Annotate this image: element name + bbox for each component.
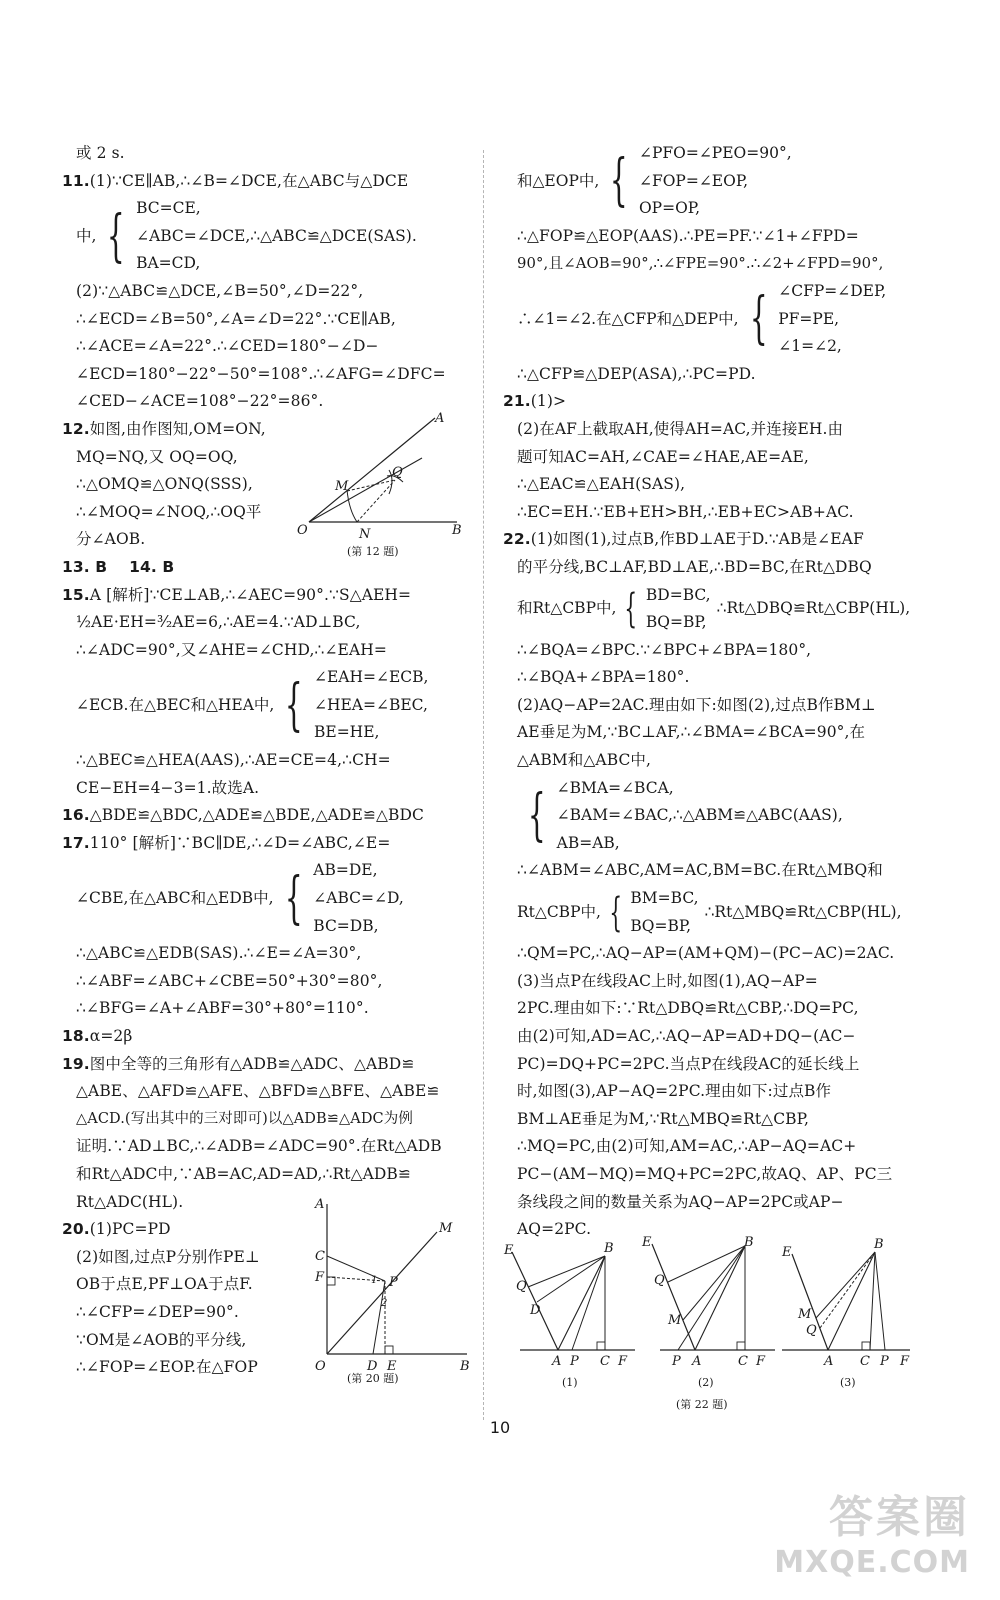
question-17 bbox=[62, 830, 467, 1023]
question-20-continued bbox=[503, 140, 913, 388]
question-number: 11. bbox=[62, 171, 90, 190]
text-line: (1)PC=PD bbox=[89, 1220, 171, 1239]
point-label: F bbox=[618, 1354, 628, 1369]
text-line: (1)如图(1),过点B,作BD⊥AE于D.∵AB是∠EAF bbox=[530, 530, 864, 549]
point-label: B bbox=[604, 1241, 614, 1256]
point-label: O bbox=[297, 522, 308, 538]
point-label: Q bbox=[806, 1323, 817, 1338]
brace-symbol: { bbox=[527, 783, 546, 849]
brace-line: ∠PFO=∠PEO=90°, bbox=[638, 144, 792, 162]
text-line: ∴QM=PC,∴AQ−AP=(AM+QM)−(PC−AC)=2AC. bbox=[517, 944, 895, 963]
text-line: ∠ECD=180°−22°−50°=108°.∴∠AFG=∠DFC= bbox=[76, 364, 446, 383]
text-line: (2)如图,过点P分别作PE⊥ bbox=[76, 1247, 260, 1266]
point-label: P bbox=[880, 1354, 889, 1369]
brace-line: ∠ABC=∠DCE,∴△ABC≌△DCE(SAS). bbox=[136, 226, 417, 245]
watermark-url: MXQE.COM bbox=[774, 1545, 970, 1580]
brace-line: AB=AB, bbox=[556, 833, 620, 852]
brace-symbol: { bbox=[624, 586, 638, 633]
text-line: 题可知AC=AH,∠CAE=∠HAE,AE=AE, bbox=[517, 447, 809, 466]
point-label: P bbox=[672, 1354, 681, 1369]
text-line: (2)AQ−AP=2AC.理由如下:如图(2),过点B作BM⊥ bbox=[517, 695, 876, 714]
brace-line: ∠1=∠2, bbox=[778, 337, 842, 356]
text-line: 的平分线,BC⊥AF,BD⊥AE,∴BD=BC,在Rt△DBQ bbox=[517, 557, 872, 576]
text-line: △ABE、△AFD≌△AFE、△BFD≌△BFE、△ABE≌ bbox=[76, 1082, 440, 1101]
brace-symbol: { bbox=[749, 286, 768, 352]
text-line: (3)当点P在线段AC上时,如图(1),AQ−AP= bbox=[517, 971, 818, 990]
point-label: N bbox=[359, 526, 371, 542]
text-line: ∴∠ABM=∠ABC,AM=AC,BM=BC.在Rt△MBQ和 bbox=[517, 861, 883, 880]
text-line: 时,如图(3),AP−AQ=2PC.理由如下:过点B作 bbox=[517, 1082, 832, 1101]
figure-12 bbox=[297, 410, 472, 560]
question-number: 21. bbox=[503, 392, 531, 411]
point-label: C bbox=[738, 1354, 748, 1369]
text-line: ∴∠ADC=90°,又∠AHE=∠CHD,∴∠EAH= bbox=[76, 640, 387, 659]
brace-line: BC=CE, bbox=[136, 199, 201, 218]
point-label: M bbox=[798, 1307, 812, 1322]
text-line: 110° [解析]∵BC∥DE,∴∠D=∠ABC,∠E= bbox=[89, 833, 391, 852]
left-column bbox=[62, 140, 470, 1385]
brace-line: BQ=BP, bbox=[630, 916, 692, 935]
point-label: A bbox=[435, 410, 445, 426]
text-line: 中, bbox=[76, 226, 97, 245]
point-label: O bbox=[315, 1359, 326, 1375]
text-line: CE−EH=4−3=1.故选A. bbox=[76, 778, 260, 797]
brace-line: ∠CFP=∠DEP, bbox=[778, 281, 887, 300]
brace-line: ∠BAM=∠BAC,∴△ABM≌△ABC(AAS), bbox=[556, 806, 843, 825]
brace-system bbox=[503, 885, 913, 940]
text-line: A [解析]∵CE⊥AB,∴∠AEC=90°.∵S△AEH= bbox=[89, 585, 412, 604]
point-label: P bbox=[389, 1275, 398, 1291]
figure-22-3 bbox=[781, 1237, 910, 1389]
text-line: ∴∠CFP=∠DEP=90°. bbox=[76, 1302, 239, 1321]
point-label: Q bbox=[392, 464, 403, 480]
text-line: (1)∵CE∥AB,∴∠B=∠DCE,在△ABC与△DCE bbox=[89, 171, 409, 190]
point-label: M bbox=[439, 1221, 453, 1237]
brace-system bbox=[62, 195, 467, 278]
text-line: 或 2 s. bbox=[76, 144, 125, 162]
figure-22-2 bbox=[641, 1235, 775, 1389]
text-line: ∴MQ=PC,由(2)可知,AM=AC,∴AP−AQ=AC+ bbox=[517, 1137, 857, 1156]
brace-line: BE=HE, bbox=[313, 723, 380, 742]
question-11 bbox=[62, 168, 467, 416]
brace-line: ∠BMA=∠BCA, bbox=[556, 778, 674, 797]
text-line: Rt△ADC(HL). bbox=[76, 1192, 184, 1211]
point-label: A bbox=[692, 1354, 702, 1369]
text-line: ∴EC=EH.∵EB+EH>BH,∴EB+EC>AB+AC. bbox=[517, 502, 854, 521]
text-line: △BDE≌△BDC,△ADE≌△BDE,△ADE≌△BDC bbox=[89, 806, 424, 825]
page-number: 10 bbox=[489, 1418, 511, 1437]
text-line: MQ=NQ,又 OQ=OQ, bbox=[76, 447, 238, 466]
question-22 bbox=[503, 526, 913, 1243]
text-line: PC)=DQ+PC=2PC.当点P在线段AC的延长线上 bbox=[517, 1054, 860, 1073]
question-number: 22. bbox=[503, 530, 531, 549]
point-label: C bbox=[600, 1354, 610, 1369]
brace-line: PF=PE, bbox=[778, 309, 840, 328]
figure-caption: (第 12 题) bbox=[347, 544, 399, 558]
point-label: F bbox=[900, 1354, 910, 1369]
text-line: 分∠AOB. bbox=[76, 530, 146, 549]
text-line: ∵OM是∠AOB的平分线, bbox=[76, 1330, 247, 1349]
text-line: Rt△CBP中, bbox=[517, 902, 601, 921]
text-line: 由(2)可知,AD=AC,∴AQ−AP=AD+DQ−(AC− bbox=[517, 1027, 856, 1045]
figure-caption: (第 20 题) bbox=[347, 1372, 399, 1385]
text-line: ∴∠1=∠2.在△CFP和△DEP中, bbox=[517, 309, 739, 328]
point-label: B bbox=[452, 522, 462, 538]
text-line: 如图,由作图知,OM=ON, bbox=[89, 419, 266, 438]
text-line: OB于点E,PF⊥OA于点F. bbox=[76, 1275, 253, 1294]
angle-label: 1 bbox=[371, 1275, 378, 1287]
watermark bbox=[774, 1481, 970, 1580]
text-line: ∴∠BQA+∠BPA=180°. bbox=[517, 668, 690, 687]
column-divider bbox=[483, 150, 484, 1420]
point-label: C bbox=[315, 1249, 325, 1265]
text-line: ∴△EAC≌△EAH(SAS), bbox=[517, 475, 686, 494]
point-label: B bbox=[874, 1237, 884, 1252]
text-line: 和Rt△ADC中,∵AB=AC,AD=AD,∴Rt△ADB≌ bbox=[76, 1164, 412, 1183]
text-line: (1)> bbox=[530, 392, 567, 411]
watermark-text: 答案圈 bbox=[829, 1492, 970, 1543]
question-15 bbox=[62, 582, 467, 803]
brace-system bbox=[503, 775, 913, 858]
point-label: A bbox=[824, 1354, 834, 1369]
point-label: Q bbox=[654, 1273, 665, 1288]
text-line: ∴Rt△DBQ≌Rt△CBP(HL), bbox=[716, 599, 911, 618]
brace-symbol: { bbox=[107, 203, 126, 269]
question-12 bbox=[62, 410, 467, 558]
brace-line: BA=CD, bbox=[136, 254, 201, 273]
question-number: 20. bbox=[62, 1220, 90, 1239]
text-line: ∠ECB.在△BEC和△HEA中, bbox=[76, 695, 275, 714]
brace-symbol: { bbox=[610, 148, 629, 214]
question-16 bbox=[62, 802, 467, 830]
text-line: ∴Rt△MBQ≌Rt△CBP(HL), bbox=[704, 902, 902, 921]
text-line: ∴∠ACE=∠A=22°.∴∠CED=180°−∠D− bbox=[76, 337, 379, 356]
angle-label: 2 bbox=[381, 1298, 388, 1310]
brace-line: OP=OP, bbox=[638, 199, 700, 218]
text-line: AE垂足为M,∵BC⊥AF,∴∠BMA=∠BCA=90°,在 bbox=[517, 723, 866, 742]
point-label: Q bbox=[516, 1279, 527, 1294]
point-label: M bbox=[668, 1313, 682, 1328]
point-label: A bbox=[552, 1354, 562, 1369]
text-line: PC−(AM−MQ)=MQ+PC=2PC,故AQ、AP、PC三 bbox=[517, 1164, 893, 1183]
text-line: BM⊥AE垂足为M,∵Rt△MBQ≌Rt△CBP, bbox=[517, 1109, 810, 1128]
question-18 bbox=[62, 1023, 467, 1051]
text-line: ∴∠BFG=∠A+∠ABF=30°+80°=110°. bbox=[76, 999, 369, 1018]
text-line: AQ=2PC. bbox=[517, 1220, 592, 1239]
figure-caption: (第 22 题) bbox=[676, 1398, 728, 1411]
text-line: ∴△ABC≌△EDB(SAS).∴∠E=∠A=30°, bbox=[76, 944, 362, 963]
brace-line: ∠FOP=∠EOP, bbox=[638, 171, 749, 190]
figure-22-1 bbox=[503, 1241, 635, 1389]
point-label: E bbox=[504, 1243, 514, 1258]
text-line: ∠CBE,在△ABC和△EDB中, bbox=[76, 889, 274, 908]
text-line: ∠CED−∠ACE=108°−22°=86°. bbox=[76, 392, 324, 411]
brace-system bbox=[62, 664, 467, 747]
brace-system bbox=[62, 857, 467, 940]
text-line: △ABM和△ABC中, bbox=[517, 751, 652, 770]
text-line: ∴∠MOQ=∠NOQ,∴OQ平 bbox=[76, 502, 262, 521]
brace-line: BC=DB, bbox=[313, 916, 379, 935]
text-line: ∴△FOP≌△EOP(AAS).∴PE=PF.∵∠1+∠FPD= bbox=[517, 226, 859, 245]
figure-22 bbox=[500, 1232, 920, 1412]
text-line: 90°,且∠AOB=90°,∴∠FPE=90°.∴∠2+∠FPD=90°, bbox=[517, 255, 884, 273]
text-line: 和Rt△CBP中, bbox=[517, 599, 617, 618]
point-label: F bbox=[315, 1270, 325, 1286]
brace-symbol: { bbox=[284, 865, 303, 931]
brace-system bbox=[503, 140, 913, 223]
figure-caption: (1) bbox=[562, 1376, 578, 1389]
text-line: α=2β bbox=[89, 1027, 133, 1045]
point-label: A bbox=[315, 1197, 325, 1213]
brace-line: ∠ABC=∠D, bbox=[313, 889, 404, 908]
brace-line: BQ=BP, bbox=[645, 613, 707, 632]
text-line: 13. B 14. B bbox=[62, 557, 175, 576]
text-line: 和△EOP中, bbox=[517, 171, 600, 190]
text-line: ∴∠FOP=∠EOP.在△FOP bbox=[76, 1358, 258, 1377]
point-label: D bbox=[530, 1303, 541, 1318]
text-line: ∴△OMQ≌△ONQ(SSS), bbox=[76, 475, 253, 494]
text-line: ½AE·EH=³⁄₂AE=6,∴AE=4.∵AD⊥BC, bbox=[76, 613, 361, 632]
text-line: 图中全等的三角形有△ADB≌△ADC、△ABD≌ bbox=[89, 1054, 415, 1073]
figure-20 bbox=[307, 1194, 472, 1384]
brace-line: ∠EAH=∠ECB, bbox=[313, 668, 429, 687]
point-label: B bbox=[744, 1235, 754, 1250]
brace-symbol: { bbox=[609, 889, 623, 936]
question-21 bbox=[503, 388, 913, 526]
point-label: E bbox=[387, 1359, 397, 1375]
text-line: 证明.∵AD⊥BC,∴∠ADB=∠ADC=90°.在Rt△ADB bbox=[76, 1137, 442, 1156]
point-label: D bbox=[367, 1359, 378, 1375]
point-label: P bbox=[570, 1354, 579, 1369]
brace-line: BM=BC, bbox=[630, 889, 699, 908]
brace-symbol: { bbox=[285, 672, 304, 738]
question-number: 19. bbox=[62, 1054, 90, 1073]
text-line: ∴∠ECD=∠B=50°,∠A=∠D=22°.∵CE∥AB, bbox=[76, 309, 396, 328]
text-line: ∴△CFP≌△DEP(ASA),∴PC=PD. bbox=[517, 364, 756, 383]
text-line: △ACD.(写出其中的三对即可)以△ADB≌△ADC为例 bbox=[76, 1110, 413, 1127]
point-label: F bbox=[756, 1354, 766, 1369]
point-label: C bbox=[860, 1354, 870, 1369]
text-line: (2)∵△ABC≌△DCE,∠B=50°,∠D=22°, bbox=[76, 281, 364, 300]
point-label: M bbox=[335, 478, 349, 494]
text-line: 条线段之间的数量关系为AQ−AP=2PC或AP− bbox=[517, 1192, 844, 1211]
brace-line: BD=BC, bbox=[645, 585, 711, 604]
question-number: 18. bbox=[62, 1027, 90, 1045]
brace-system bbox=[503, 582, 913, 637]
text-line: ∴∠BQA=∠BPC.∵∠BPC+∠BPA=180°, bbox=[517, 640, 812, 659]
question-number: 15. bbox=[62, 585, 90, 604]
figure-caption: (3) bbox=[840, 1376, 856, 1389]
text-line: (2)在AF上截取AH,使得AH=AC,并连接EH.由 bbox=[517, 419, 844, 438]
brace-system bbox=[503, 278, 913, 361]
brace-line: ∠HEA=∠BEC, bbox=[313, 695, 428, 714]
figure-caption: (2) bbox=[698, 1376, 714, 1389]
point-label: E bbox=[642, 1235, 652, 1250]
question-number: 12. bbox=[62, 419, 90, 438]
question-number: 17. bbox=[62, 833, 90, 852]
point-label: E bbox=[782, 1245, 792, 1260]
text-line: ∴∠ABF=∠ABC+∠CBE=50°+30°=80°, bbox=[76, 971, 383, 990]
brace-line: AB=DE, bbox=[313, 861, 378, 880]
point-label: B bbox=[460, 1359, 470, 1375]
question-number: 16. bbox=[62, 806, 90, 825]
text-line: ∴△BEC≌△HEA(AAS),∴AE=CE=4,∴CH= bbox=[76, 751, 391, 770]
question-19 bbox=[62, 1051, 467, 1217]
right-column bbox=[503, 140, 913, 1244]
text-line: 2PC.理由如下:∵Rt△DBQ≌Rt△CBP,∴DQ=PC, bbox=[517, 999, 859, 1018]
